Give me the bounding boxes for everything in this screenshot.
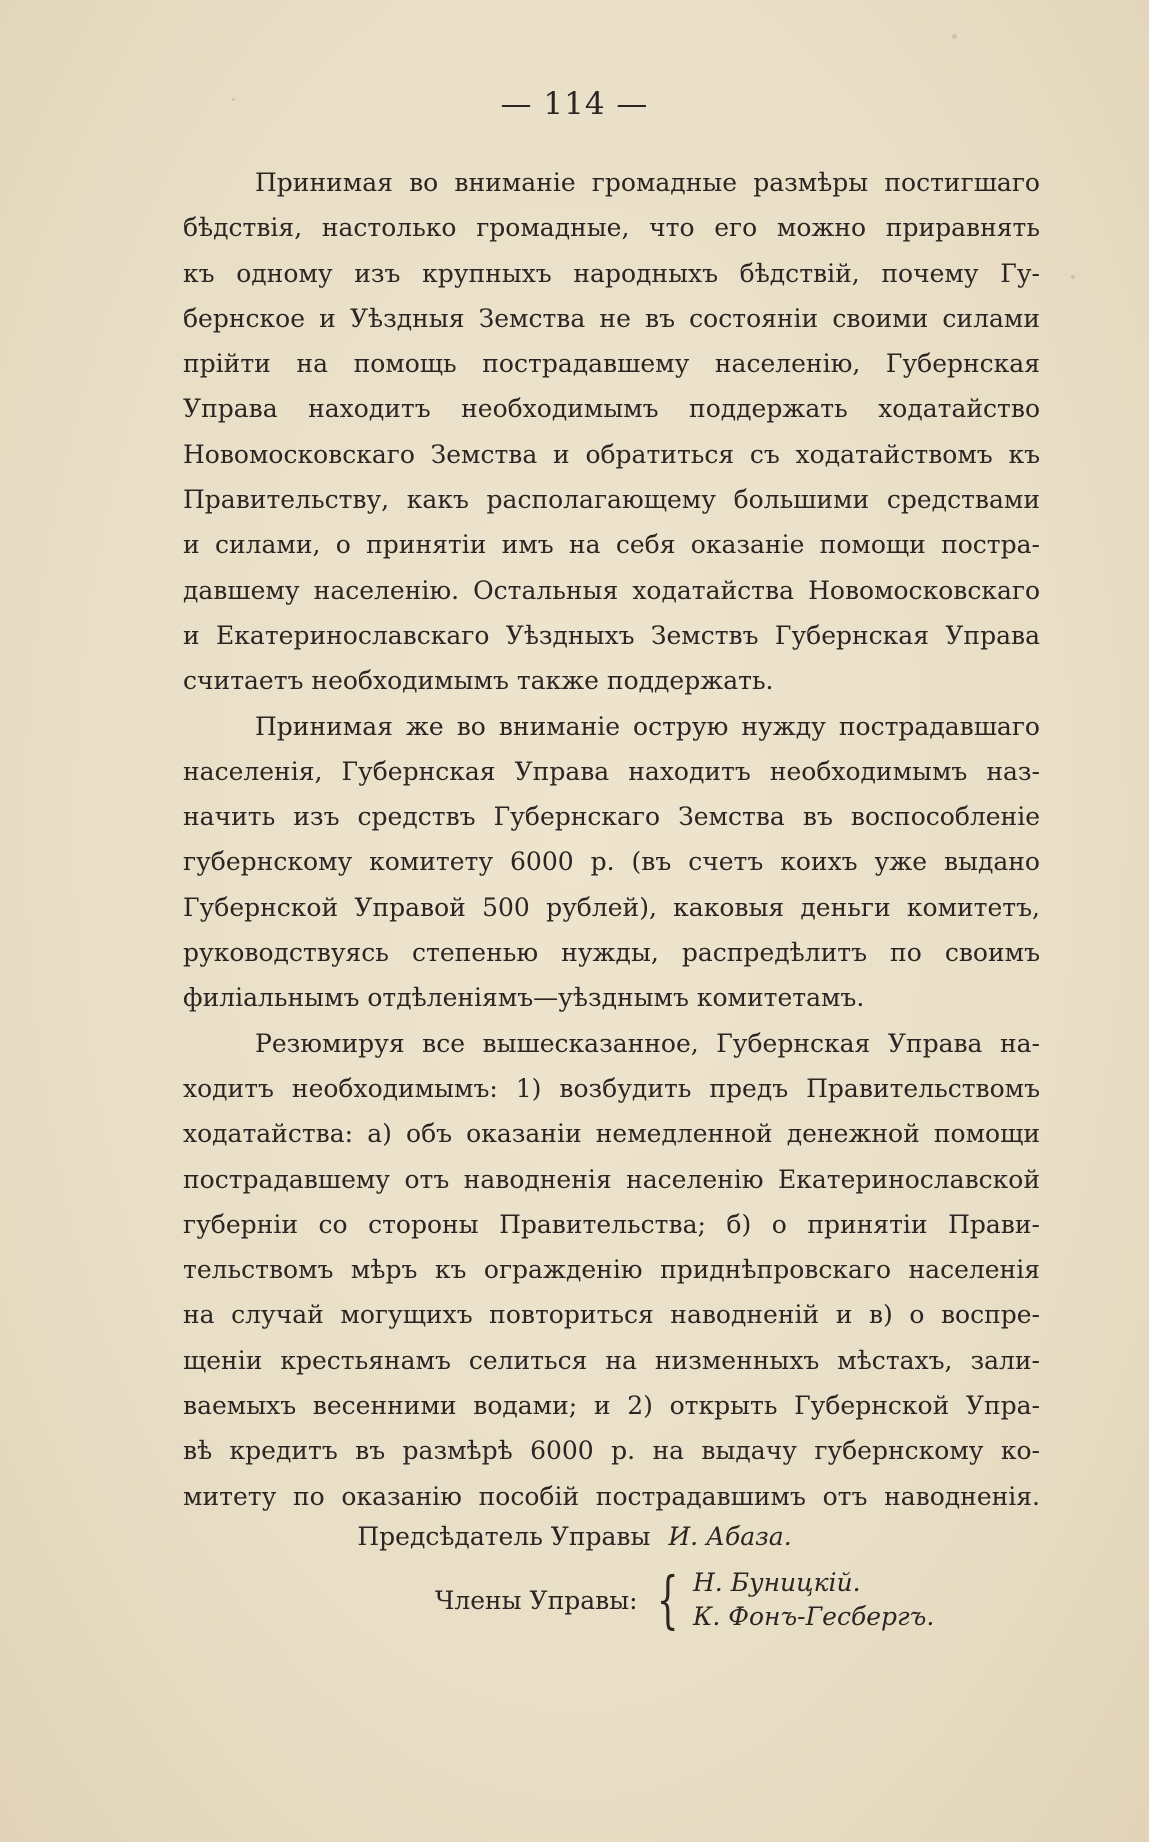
text-line: Управа находитъ необходимымъ поддержать ходатайство: [183, 394, 1040, 424]
text-line: губерніи со стороны Правительства; б) о принятіи Прави-: [183, 1209, 1040, 1239]
text-line: прійти на помощь пострадавшему населенію, Губернская: [183, 349, 1040, 379]
members-names: [693, 1566, 934, 1634]
paper-speck: [1071, 275, 1075, 279]
text-line: считаетъ необходимымъ также поддержать.: [183, 666, 774, 696]
text-line: щеніи крестьянамъ селиться на низменныхъ мѣстахъ, зали-: [183, 1345, 1040, 1375]
text-line: Принимая же во вниманіе острую нужду пострадавшаго: [255, 711, 1040, 741]
text-line: Новомосковскаго Земства и обратиться съ ходатайствомъ къ: [183, 439, 1040, 469]
text-line: начить изъ средствъ Губернскаго Земства въ воспособленіе: [183, 802, 1040, 832]
body-text: [183, 160, 1040, 1519]
board-members: [435, 1563, 935, 1636]
brace-icon: {: [656, 1563, 679, 1636]
paper-speck: [232, 98, 235, 101]
text-line: давшему населенію. Остальныя ходатайства Новомосковскаго: [183, 575, 1040, 605]
text-line: губернскому комитету 6000 р. (въ счетъ коихъ уже выдано: [183, 847, 1040, 877]
text-line: руководствуясь степенью нужды, распредѣлитъ по своимъ: [183, 938, 1040, 968]
text-line: вѣ кредитъ въ размѣрѣ 6000 р. на выдачу губернскому ко-: [183, 1436, 1040, 1466]
text-line: тельствомъ мѣръ къ огражденію приднѣпровскаго населенія: [183, 1255, 1040, 1285]
text-line: ходитъ необходимымъ: 1) возбудить предъ Правительствомъ: [183, 1073, 1040, 1103]
chairman-name: И. Абаза.: [668, 1522, 792, 1551]
text-line: бернское и Уѣздныя Земства не въ состояніи своими силами: [183, 303, 1040, 333]
text-line: ваемыхъ весенними водами; и 2) открыть Губернской Упра-: [183, 1391, 1040, 1421]
chairman-label: Предсѣдатель Управы: [357, 1522, 651, 1551]
text-line: Принимая во вниманіе громадные размѣры постигшаго: [255, 168, 1040, 197]
chairman-signature: [0, 1522, 1149, 1551]
text-line: филіальнымъ отдѣленіямъ—уѣзднымъ комитетамъ.: [183, 983, 865, 1013]
paper-speck: [952, 34, 957, 39]
text-line: и силами, о принятіи имъ на себя оказаніе помощи постра-: [183, 530, 1040, 560]
text-line: Правительству, какъ располагающему большими средствами: [183, 485, 1040, 515]
member-name: К. Фонъ-Гесбергъ.: [693, 1602, 935, 1631]
text-line: на случай могущихъ повториться наводненій и в) о воспре-: [183, 1300, 1040, 1330]
text-line: населенія, Губернская Управа находитъ необходимымъ наз-: [183, 756, 1040, 786]
text-line: пострадавшему отъ наводненія населенію Екатеринославской: [183, 1164, 1040, 1194]
text-line: и Екатеринославскаго Уѣздныхъ Земствъ Губернская Управа: [183, 620, 1040, 650]
page-number: — 114 —: [500, 86, 649, 122]
text-line: къ одному изъ крупныхъ народныхъ бѣдствій, почему Гу-: [183, 258, 1040, 288]
text-line: бѣдствія, настолько громадные, что его можно приравнять: [183, 213, 1040, 243]
member-name: Н. Буницкій.: [693, 1568, 861, 1597]
text-line: митету по оказанію пособій пострадавшимъ отъ наводненія.: [183, 1481, 1040, 1511]
text-line: Резюмируя все вышесказанное, Губернская Управа на-: [255, 1028, 1040, 1058]
members-label: Члены Управы:: [435, 1585, 638, 1615]
text-line: ходатайства: а) объ оказаніи немедленной денежной помощи: [183, 1119, 1040, 1149]
text-line: Губернской Управой 500 рублей), каковыя деньги комитетъ,: [183, 892, 1040, 922]
